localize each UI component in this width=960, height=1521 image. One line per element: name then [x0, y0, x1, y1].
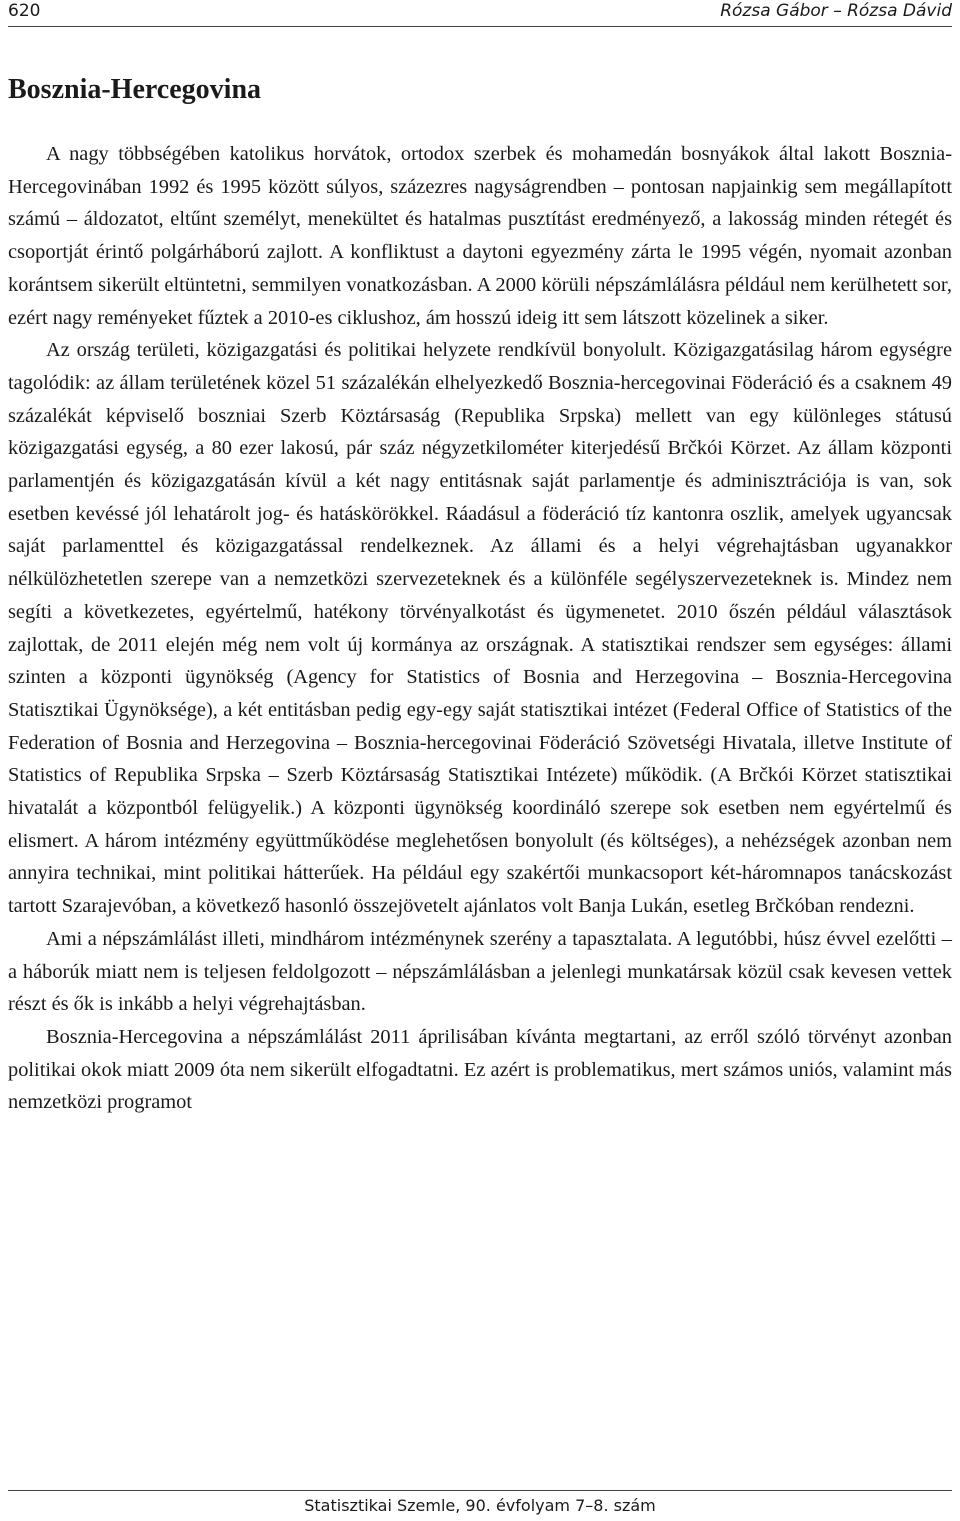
running-footer: Statisztikai Szemle, 90. évfolyam 7–8. szám	[8, 1490, 952, 1517]
body-text	[8, 138, 952, 1119]
paragraph: Bosznia-Hercegovina a népszámlálást 2011 áprilisában kívánta megtartani, az erről szóló törvényt azonban politikai okok miatt 2009 óta nem sikerült elfogadtatni. Ez azért is problematikus, mert számos uniós, valamint más nemzetközi programot	[8, 1025, 952, 1114]
paragraph: Ami a népszámlálást illeti, mindhárom intézménynek szerény a tapasztalata. A legutóbbi, húsz évvel ezelőtti – a háborúk miatt nem is teljesen feldolgozott – népszámlálásban a jelenlegi munkatársak közül csak kevesen vettek részt és ők is inkább a helyi végrehajtásban.	[8, 927, 952, 1016]
running-header	[8, 0, 952, 27]
running-header-authors: Rózsa Gábor – Rózsa Dávid	[720, 1, 952, 21]
section-title: Bosznia-Hercegovina	[8, 74, 262, 105]
paragraph: Az ország területi, közigazgatási és politikai helyzete rendkívül bonyolult. Közigazgatásilag három egységre tagolódik: az állam területének közel 51 százalékán elhelyezkedő Bosznia-hercegovinai Föderáció és a csaknem 49 százalékát képviselő boszniai Szerb Köztársaság (Republika Srpska) mellett van egy különleges státusú közigazgatási egység, a 80 ezer lakosú, pár száz négyzetkilométer kiterjedésű Brčkói Körzet. Az állam központi parlamentjén és közigazgatásán kívül a két nagy entitásnak saját parlamentje és adminisztrációja is van, sok esetben kevéssé jól lehatárolt jog- és hatáskörökkel. Ráadásul a föderáció tíz kantonra oszlik, amelyek ugyancsak saját parlamenttel és közigazgatással rendelkeznek. Az állami és a helyi végrehajtásban ugyanakkor nélkülözhetetlen szerepe van a nemzetközi szervezeteknek és a különféle segélyszervezeteknek is. Mindez nem segíti a következetes, egyértelmű, hatékony törvényalkotást és ügymenetet. 2010 őszén például választások zajlottak, de 2011 elején még nem volt új kormánya az országnak. A statisztikai rendszer sem egységes: állami szinten a központi ügynökség (Agency for Statistics of Bosnia and Herzegovina – Bosznia-Hercegovina Statisztikai Ügynöksége), a két entitásban pedig egy-egy saját statisztikai intézet (Federal Office of Statistics of the Federation of Bosnia and Herzegovina – Bosznia-hercegovinai Föderáció Szövetségi Hivatala, illetve Institute of Statistics of Republika Srpska – Szerb Köztársaság Statisztikai Intézete) működik. (A Brčkói Körzet statisztikai hivatalát a központból felügyelik.) A központi ügynökség koordináló szerepe sok esetben nem egyértelmű és elismert. A három intézmény együttműködése meglehetősen bonyolult (és költséges), a nehézségek azonban nem annyira technikai, mint politikai hátterűek. Ha például egy szakértői munkacsoport két-háromnapos tanácskozást tartott Szarajevóban, a következő hasonló összejövetelt ajánlatos volt Banja Lukán, esetleg Brčkóban rendezni.	[8, 339, 952, 918]
page-number: 620	[8, 1, 41, 21]
paragraph: A nagy többségében katolikus horvátok, ortodox szerbek és mohamedán bosnyákok által lakott Bosznia-Hercegovinában 1992 és 1995 között súlyos, százezres nagyságrendben – pontosan napjainkig sem megállapított számú – áldozatot, eltűnt személyt, menekültet és hatalmas pusztítást eredményező, a lakosság minden rétegét és csoportját érintő polgárháború zajlott. A konfliktust a daytoni egyezmény zárta le 1995 végén, nyomait azonban korántsem sikerült eltüntetni, semmilyen vonatkozásban. A 2000 körüli népszámlálásra például nem kerülhetett sor, ezért nagy reményeket fűztek a 2010-es ciklushoz, ám hosszú ideig itt sem látszott közelinek a siker.	[8, 143, 952, 329]
